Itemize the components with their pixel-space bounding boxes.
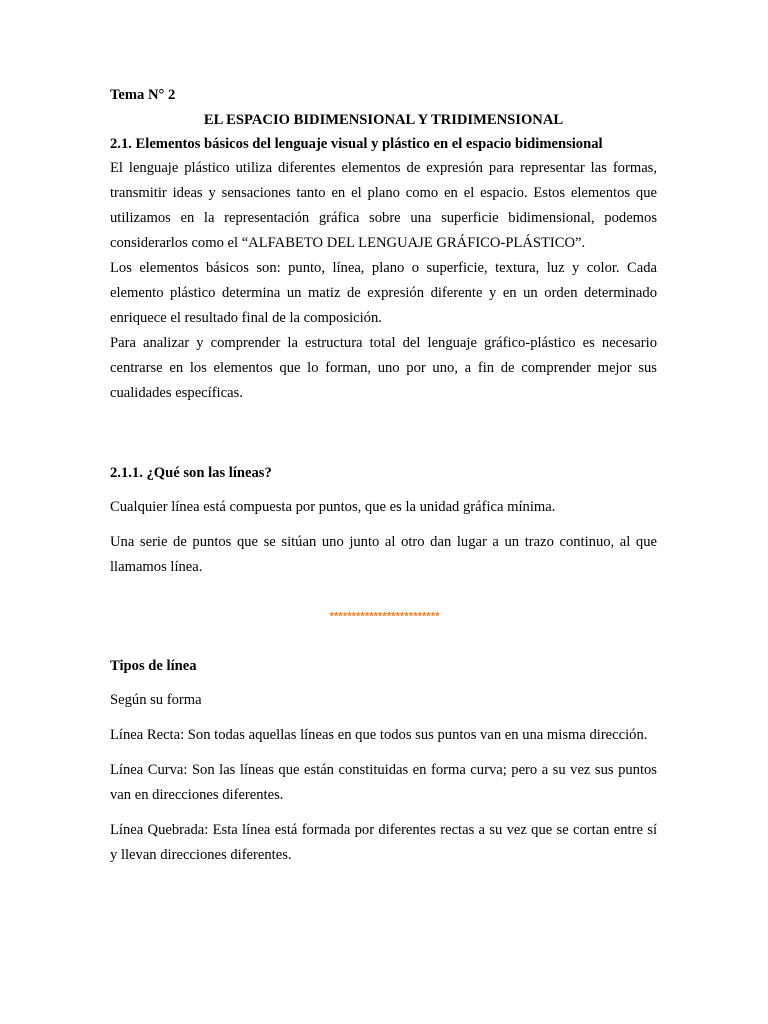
document-page	[110, 83, 657, 878]
paragraph-5: Una serie de puntos que se sitúan uno junto al otro dan lugar a un trazo continuo, al que llamamos línea.	[110, 534, 657, 575]
page-title: EL ESPACIO BIDIMENSIONAL Y TRIDIMENSIONAL	[203, 112, 564, 128]
types-heading: Tipos de línea	[110, 658, 197, 674]
section-heading-2-1: 2.1. Elementos básicos del lenguaje visual y plástico en el espacio bidimensional	[110, 136, 603, 152]
paragraph-1: El lenguaje plástico utiliza diferentes elementos de expresión para representar las formas, transmitir ideas y sensaciones tanto en el plano como en el espacio. Estos elementos que utilizamos en la representación gráfica sobre una superficie bidimensional, podemos considerarlos como el “ALFABETO DEL LENGUAJE GRÁFICO-PLÁSTICO”.	[110, 160, 657, 251]
by-shape-label: Según su forma	[110, 692, 202, 708]
topic-label: Tema N° 2	[110, 87, 176, 103]
spacer	[110, 406, 657, 461]
paragraph-2: Los elementos básicos son: punto, línea, plano o superficie, textura, luz y color. Cada elemento plástico determina un matiz de expresión diferente y en un orden determinado enriquece el resultado final de la composición.	[110, 260, 657, 326]
section-heading-2-1-1: 2.1.1. ¿Qué son las líneas?	[110, 465, 272, 481]
curved-line-definition: Línea Curva: Son las líneas que están constituidas en forma curva; pero a su vez sus puntos van en direcciones diferentes.	[110, 762, 657, 803]
separator-stars: *************************	[328, 612, 439, 624]
paragraph-3: Para analizar y comprender la estructura total del lenguaje gráfico-plástico es necesario centrarse en los elementos que lo forman, uno por uno, a fin de comprender mejor sus cualidades específicas.	[110, 335, 657, 401]
broken-line-definition: Línea Quebrada: Esta línea está formada por diferentes rectas a su vez que se cortan entre sí y llevan direcciones diferentes.	[110, 822, 657, 863]
paragraph-4: Cualquier línea está compuesta por puntos, que es la unidad gráfica mínima.	[110, 499, 556, 515]
straight-line-definition: Línea Recta: Son todas aquellas líneas en que todos sus puntos van en una misma dirección.	[110, 727, 648, 743]
spacer	[110, 590, 657, 608]
spacer	[110, 628, 657, 654]
